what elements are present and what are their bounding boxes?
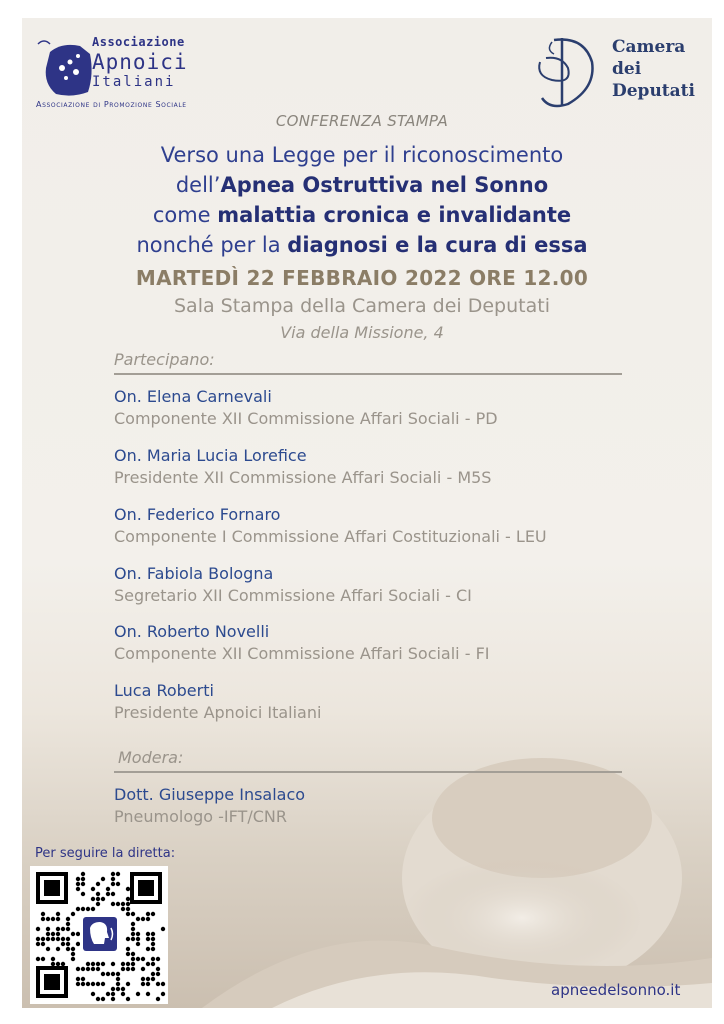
camera-line3: Deputati <box>612 81 695 101</box>
participant-role: Componente I Commissione Affari Costituzionali - LEU <box>114 527 547 546</box>
title-line4 <box>0 230 724 260</box>
participants-divider <box>114 373 622 375</box>
participant-item <box>114 445 674 489</box>
follow-live-label: Per seguire la diretta: <box>35 846 176 861</box>
participant-item <box>114 386 674 430</box>
moderator-role: Pneumologo -IFT/CNR <box>114 807 287 826</box>
title-line2-bold: Apnea Ostruttiva nel Sonno <box>220 173 549 197</box>
participant-name: On. Roberto Novelli <box>114 622 270 641</box>
qr-code-icon[interactable] <box>30 866 168 1004</box>
assoc-name-line3: Italiani <box>92 74 176 90</box>
title-line4-prefix: nonché per la <box>136 233 288 257</box>
participant-role: Presidente Apnoici Italiani <box>114 703 322 722</box>
participant-role: Segretario XII Commissione Affari Sociali - CI <box>114 586 472 605</box>
event-datetime: MARTEDÌ 22 FEBBRAIO 2022 ORE 12.00 <box>135 266 589 290</box>
participant-item <box>114 504 674 548</box>
participant-name: On. Federico Fornaro <box>114 505 281 524</box>
participant-role: Componente XII Commissione Affari Sociali - FI <box>114 644 490 663</box>
participant-role: Componente XII Commissione Affari Sociali - PD <box>114 409 498 428</box>
title-line2-prefix: dell’ <box>175 173 221 197</box>
participant-name: On. Maria Lucia Lorefice <box>114 446 307 465</box>
title-line3-prefix: come <box>152 203 218 227</box>
participant-name: On. Elena Carnevali <box>114 387 272 406</box>
participant-name: On. Fabiola Bologna <box>114 564 274 583</box>
participant-role: Presidente XII Commissione Affari Sociali - M5S <box>114 468 492 487</box>
assoc-subtitle: Associazione di Promozione Sociale <box>36 100 187 109</box>
camera-line2: dei <box>612 59 642 79</box>
event-venue: Sala Stampa della Camera dei Deputati <box>174 295 550 317</box>
participant-item <box>114 563 674 607</box>
title-line4-bold: diagnosi e la cura di essa <box>287 233 588 257</box>
camera-monogram-icon <box>532 32 604 112</box>
camera-dei-deputati-name <box>612 36 695 102</box>
title-line2 <box>0 170 724 200</box>
event-address: Via della Missione, 4 <box>280 323 444 342</box>
camera-line1: Camera <box>612 37 686 57</box>
moderator-name: Dott. Giuseppe Insalaco <box>114 785 306 804</box>
title-line3-bold: malattia cronica e invalidante <box>217 203 572 227</box>
website-link[interactable]: apneedelsonno.it <box>551 981 681 999</box>
moderator-item <box>114 784 674 828</box>
title-line1: Verso una Legge per il riconoscimento <box>160 143 564 167</box>
assoc-name-line1: Associazione <box>92 35 185 49</box>
participant-item <box>114 621 674 665</box>
moderator-label: Modera: <box>118 748 184 767</box>
participants-label: Partecipano: <box>114 350 215 369</box>
moderator-divider <box>114 771 622 773</box>
participant-item <box>114 680 674 724</box>
title-line3 <box>0 200 724 230</box>
assoc-name-line2: Apnoici <box>92 50 188 74</box>
participant-name: Luca Roberti <box>114 681 214 700</box>
event-kind: CONFERENZA STAMPA <box>275 112 449 130</box>
